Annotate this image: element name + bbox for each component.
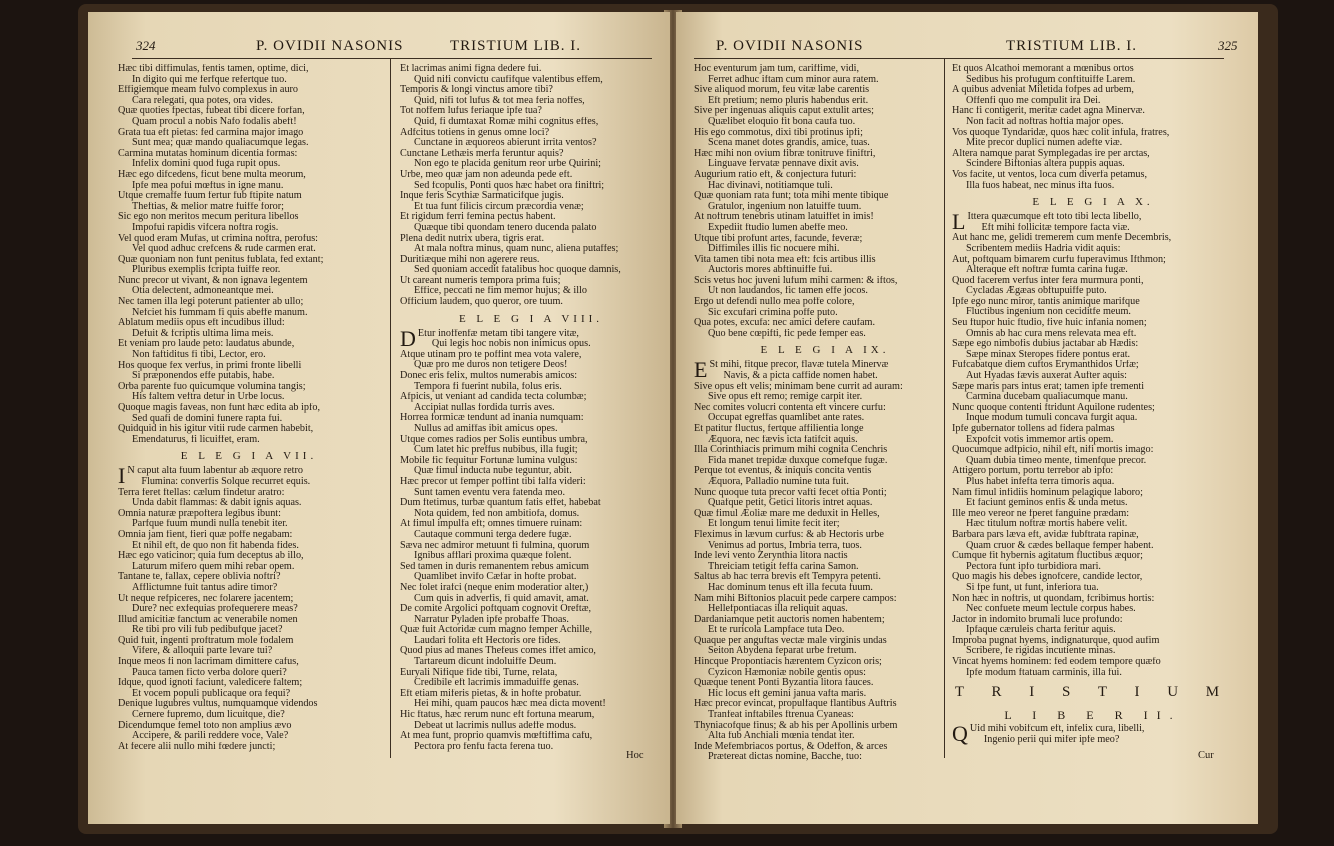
verse-block [952, 209, 1234, 678]
verse-line: Nec confuete meum lectule corpus habes. [966, 604, 1136, 615]
verse-line: Sed quafi de domini funere rapta fui. [132, 413, 283, 424]
verse-line: Quam cruor & cædes bellaque femper habent. [966, 540, 1154, 551]
verse-line: Ipfe mea pofui mœftus in igne manu. [132, 180, 284, 191]
verse-line: Sic excufari crimina poffe puto. [708, 307, 838, 318]
elegy-opening [118, 463, 380, 752]
verse-line: Etur inoffenfæ metam tibi tangere vitæ, [417, 328, 579, 339]
verse-line: Parfque fuum mundi nulla tenebit iter. [132, 519, 288, 530]
verse-line: Accipere, & parili reddere voce, Vale? [132, 731, 289, 742]
verse-line: Hanc fi contigerit, meritæ cadet agna Minervæ. [952, 106, 1145, 117]
verse-line: Accipiat nullas fordida turris aves. [414, 402, 555, 413]
verse-line: Altera namque parat Symplegadas ire per arctas, [952, 148, 1150, 159]
verse-line: N caput alta fuum labentur ab æquore retro [127, 466, 303, 477]
verse-line: Effigiemque meam fulvo complexus in auro [118, 85, 299, 96]
verse-line: Et patitur fluctus, fertque affilientia longe [694, 424, 864, 434]
verse-line: Hos quoque fex verfus, in primi fronte libelli [118, 360, 302, 371]
drop-cap: I [118, 463, 126, 489]
verse-line: Saltus ab hac terra brevis eft Tempyra petenti. [694, 572, 881, 583]
verse-line: Impofui rapidis vifcera noftra rogis. [132, 222, 279, 233]
verse-line: Quidquid in his igitur vitii rude carmen habebit, [118, 424, 314, 435]
verse-line: Scena manet dotes grandis, amice, tuas. [708, 138, 870, 149]
verse-line: Sunt mea; quæ mando qualiacumque legas. [132, 138, 309, 149]
verse-line: Sæpe ego nimbofis dubius jactabar ab Hædis: [952, 339, 1139, 350]
verse-line: De comite Argolici poftquam cognovit Oreftæ, [400, 604, 592, 615]
verse-line: Cumque fit hybernis agitatum fluctibus æquor; [952, 551, 1143, 562]
book-subtitle-liber-ii: L I B E R II. [1004, 708, 1182, 723]
verse-line: At noftrum tenebris utinam latuiffet in imis! [694, 212, 874, 223]
verse-line: At fecere alii nullo mihi fœdere juncti; [118, 741, 276, 752]
verse-line: Quafque petit, Getici litoris intret aquas. [708, 498, 873, 509]
verse-line: Vincat hyems hominem: fed eodem tempore quæfo [952, 657, 1161, 668]
verse-line: Vos quoque Tyndaridæ, quos hæc colit infula, fratres, [952, 127, 1170, 138]
verse-line: Ille meo vereor ne fperet fanguine prædam: [952, 508, 1130, 519]
verse-line: Defuit & fcriptis ultima lima meis. [132, 328, 274, 339]
verse-line: Hellefpontiacas illa reliquit aquas. [708, 604, 848, 615]
verse-line: Nunc quoque contenti ftridunt Aquilone rudentes; [952, 402, 1155, 413]
verse-line: Theftias, & melior matre fuiffe foror; [132, 201, 285, 212]
verse-line: Credibile eft lacrimis immaduiffe genas. [414, 678, 579, 689]
verse-line: Scindere Biftonias altera puppis aquas. [966, 159, 1125, 170]
verse-line: Nunc quoque tuta precor vafti fecet oftia Ponti; [694, 487, 887, 498]
verse-line: Horrea formicæ tendunt ad inania numquam: [400, 413, 584, 424]
drop-cap: L [952, 209, 966, 235]
verse-line: Sed fcopulis, Ponti quos hæc habet ora finiftri; [414, 180, 605, 191]
running-head-left: P. OVIDII NASONIS [256, 38, 404, 54]
verse-line: Ut neque refpiceres, nec folarere jacentem; [118, 593, 294, 604]
verse-line: Eft mihi follicitæ tempore facta viæ. [981, 222, 1130, 233]
verse-line: Quocumque adfpicio, nihil eft, nifi mortis imago: [952, 445, 1154, 456]
verse-line: Nefciet his fummam fi quis abeffe manum. [132, 307, 308, 318]
verse-line: Quæ fuit Actoridæ cum magno femper Achille, [400, 625, 593, 636]
verse-line: Omnia jam fient, fieri quæ poffe negabam: [118, 529, 293, 540]
verse-line: Illa fuos habeat, nec minus ifta fuos. [966, 180, 1115, 191]
book-title-tristium: T R I S T I U M [954, 684, 1232, 701]
verse-line: Non ego te placida genitum reor urbe Quirini; [414, 159, 601, 170]
verse-line: In digito qui me ferfque refertque tuo. [132, 74, 287, 85]
drop-cap: Q [952, 721, 968, 747]
verse-line: Qua potes, excufa: nec amici defere caufam. [694, 318, 876, 329]
verse-line: Nunc precor ut vivant, & non ignava legentem [118, 275, 308, 286]
verse-line: Quoque magis faveas, non funt hæc edita ab ipfo, [118, 403, 320, 413]
verse-line: Afpicis, ut veniant ad candida tecta columbæ; [400, 392, 587, 403]
verse-line: Infelix domini quod fuga rupit opus. [132, 159, 281, 170]
verse-line: Hincque Propontiacis hærentem Cyzicon oris; [694, 657, 882, 668]
page-number: 325 [1218, 38, 1238, 53]
verse-line: Alteraque eft noftræ fumta carina fugæ. [966, 265, 1128, 276]
verse-line: Dardaniamque petit auctoris nomen habentem; [694, 614, 885, 625]
verse-line: Quo magis his debes ignofcere, candide lector, [952, 572, 1143, 583]
verse-line: Occupat egreffas quamlibet ante rates. [708, 413, 865, 424]
verse-line: Expediit ftudio lumen abeffe meo. [708, 222, 848, 233]
verse-line: Et veniam pro laude peto: laudatus abunde, [118, 339, 295, 350]
verse-line: Hac divinavi, notitiamque tuli. [708, 180, 833, 191]
verse-line: Uid mihi vobifcum eft, infelix cura, libelli, [969, 724, 1145, 735]
verse-line: Eft etiam miferis pietas, & in hofte probatur. [400, 688, 582, 699]
verse-line: Sæpe maris pars intus erat; tamen ipfe trementi [952, 381, 1145, 392]
verse-line: Carmina mutatas hominum dicentia formas: [118, 148, 298, 159]
verse-line: Urbe, meo quæ jam non adeunda pede eft. [400, 169, 573, 180]
verse-line: Illud amicitiæ fanctum ac venerabile nomen [118, 614, 298, 625]
verse-line: Re tibi pro vili fub pedibufque jacet? [132, 625, 283, 636]
verse-line: Fida manet trepidæ duxque comefque fugæ. [708, 455, 888, 466]
verse-line: Utque cremaffe fuum fertur fub ftipite natum [118, 191, 302, 202]
verse-line: Jactor in indomito brumali luce profundo: [952, 614, 1123, 625]
verse-line: Nec folet irafci (neque enim moderatior alter,) [400, 582, 589, 593]
verse-line: Temporis & longi vinctus amore tibi? [400, 85, 553, 96]
verse-line: Pauca tamen ficto verba dolore queri? [132, 667, 287, 678]
verse-line: Hic ftatus, hæc rerum nunc eft fortuna mearum, [400, 710, 595, 721]
right-column-2 [952, 64, 1234, 745]
head-rule [694, 58, 1224, 59]
verse-line: Et vocem populi publicaque ora fequi? [132, 688, 291, 699]
verse-line: Gratulor, ingenium non latuiffe tuum. [708, 201, 862, 212]
verse-line: Quam procul a nobis Nafo fodalis abeft! [132, 116, 297, 127]
verse-line: Tartareum dicunt indoluiffe Deum. [414, 657, 557, 668]
verse-line: Sic ego non meritos mecum peritura libellos [118, 212, 299, 223]
verse-line: Scribere, fe rigidas incutiente minas. [966, 646, 1116, 657]
verse-line: St mihi, fitque precor, flavæ tutela Minervæ [709, 360, 889, 371]
verse-line: Ut non laudandos, fic tamen effe jocos. [708, 286, 868, 297]
verse-line: Æquora, Palladio numine tuta fuit. [708, 476, 849, 487]
verse-line: Si fpe funt, ut funt, inferiora tua. [966, 582, 1099, 593]
verse-line: Et lacrimas animi figna dedere fui. [400, 64, 542, 74]
verse-block [118, 64, 380, 445]
verse-line: Cum quis in adverfis, fi quid amavit, amat. [414, 593, 589, 604]
verse-line: Hæc ego vaticinor; quia fum deceptus ab illo, [118, 551, 304, 562]
verse-line: Vel quod eram Mufas, ut crimina noftra, perofus: [118, 233, 319, 244]
verse-line: Quod facerem verfus inter fera murmura ponti, [952, 275, 1144, 286]
verse-line: Hæc ego difcedens, ficut bene multa meorum, [118, 169, 306, 180]
verse-line: Non hæc in noftris, ut quondam, fcribimus hortis: [952, 593, 1155, 604]
verse-line: Prætereat dictas nomine, Bacche, tuo: [708, 752, 862, 763]
left-page [88, 12, 670, 824]
verse-line: Et tua funt filicis circum præcordia venæ; [414, 201, 584, 212]
verse-line: Ergo ut defendi nullo mea poffe colore, [694, 297, 855, 308]
verse-line: Quæ quoniam rata funt; tota mihi mente tibique [694, 191, 889, 202]
heading-elegia-vii: E L E G I A VII. [180, 450, 318, 463]
verse-line: Quæ quoties fpectas, fubeat tibi dicere forfan, [118, 106, 305, 117]
verse-line: Emendaturus, fi licuiffet, eram. [132, 434, 260, 445]
verse-line: Threiciam tetigit feffa carina Samon. [708, 561, 859, 572]
verse-line: Inde levi vento Zerynthia litora nactis [694, 551, 848, 562]
verse-line: Sedibus his profugum conftituiffe Larem. [966, 74, 1136, 85]
verse-line: Navis, & a picta caffide nomen habet. [723, 371, 878, 382]
head-rule [132, 58, 652, 59]
verse-line: Improba pugnat hyems, indignaturque, quod aufim [952, 635, 1160, 646]
verse-line: Vifere, & alloquii parte levare tui? [132, 646, 273, 657]
verse-line: Quælibet eloquio fit bona caufa tuo. [708, 116, 856, 127]
verse-block [952, 721, 1234, 747]
right-column-1 [694, 64, 956, 763]
verse-line: Linguave fervatæ pennave dixit avis. [708, 159, 859, 170]
verse-line: Utque tibi profunt artes, facunde, feveræ; [694, 233, 863, 244]
verse-line: Et faciunt geminos enfis & unda metus. [966, 498, 1128, 509]
verse-line: Ablatum mediis opus eft incudibus illud: [118, 318, 285, 329]
verse-line: Sive opus eft velis; minimam bene currit ad auram: [694, 381, 903, 392]
verse-line: Cum latet hic preffus nubibus, illa fugit; [414, 445, 578, 456]
running-head-left: P. OVIDII NASONIS [716, 38, 864, 54]
verse-line: Hæc precor ut femper poffint tibi falfa videri: [400, 476, 586, 487]
verse-line: At fimul impulfa eft; omnes timuere ruinam: [400, 519, 583, 530]
verse-line: His ego commotus, dixi tibi protinus ipfi; [694, 127, 863, 138]
verse-block [694, 357, 956, 763]
verse-line: Aut Hyadas fævis auxerat Aufter aquis: [966, 371, 1127, 382]
verse-line: Nullus ad amiffas ibit amicus opes. [414, 424, 558, 434]
verse-line: Quid, nifi tot lufus & tot mea feria noffes, [414, 95, 585, 106]
verse-line: Tot noffem lufus feriaque ipfe tua? [400, 106, 542, 117]
verse-line: Inde Mefembriacos portus, & Odeffon, & arces [694, 741, 888, 752]
verse-line: Sæpe minax Steropes fidere pontus erat. [966, 349, 1131, 360]
verse-line: Hæc precor evincat, propulfaque flantibus Auftris [694, 699, 897, 710]
verse-line: Quid nifi convictu caufifque valentibus effem, [414, 74, 603, 85]
verse-line: Omnis ab hac cura mens relevata mea eft. [966, 328, 1137, 339]
verse-line: Pluribus exemplis fcripta fuiffe reor. [132, 265, 281, 276]
verse-line: Dum ftetimus, turbæ quantum fatis effet, habebat [400, 498, 601, 509]
verse-line: Inque meos fi non lacrimam dimittere cafus, [118, 657, 299, 668]
verse-line: Offenfi quo me compulit ira Dei. [966, 95, 1101, 106]
verse-line: Quæ fimul Æoliæ mare me deduxit in Helles, [694, 508, 880, 519]
verse-line: Si præponendos effe putabis, habe. [132, 371, 275, 382]
verse-line: Duritiæque mihi non agerere reus. [400, 254, 540, 265]
verse-line: Sive opus eft remo; remige carpit iter. [708, 392, 863, 403]
verse-line: Non facit ad noftras hoftia major opes. [966, 116, 1124, 127]
verse-line: Denique lugubres vultus, numquamque videndos [118, 699, 318, 710]
running-head-right: TRISTIUM LIB. I. [450, 38, 581, 54]
verse-line: Ittera quæcumque eft toto tibi lecta libello, [967, 212, 1142, 223]
verse-line: Ipfe gubernator tollens ad fidera palmas [952, 424, 1115, 434]
elegy-opening [694, 357, 956, 763]
verse-line: Illa Corinthiacis primum mihi cognita Cenchris [694, 445, 888, 456]
verse-line: Euryali Nifique fide tibi, Turne, relata, [400, 667, 558, 678]
verse-line: Non faftiditus fi tibi, Lector, ero. [132, 350, 266, 361]
verse-block [400, 325, 662, 753]
verse-line: Terra feret ftellas: cælum findetur aratro: [118, 487, 285, 498]
verse-line: Nam fimul infidiis hominum pelagique laboro; [952, 487, 1143, 498]
verse-line: Quæ quoniam non funt penitus fublata, fed extant; [118, 254, 324, 265]
heading-elegia-viii: E L E G I A VIII. [458, 312, 604, 325]
verse-line: Æquora, nec fævis icta fatifcit aquis. [708, 434, 858, 445]
verse-line: Effice, peccati ne fim memor hujus; & illo [414, 286, 587, 297]
verse-line: Atque utinam pro te poffint mea vota valere, [400, 349, 582, 360]
verse-line: Quod pius ad manes Thefeus comes iffet amico, [400, 646, 596, 657]
verse-line: Et nihil eft, de quo non fit habenda fides. [132, 540, 299, 551]
verse-line: Adfcitus totiens in genus omne loci? [400, 127, 550, 138]
verse-line: Augurium ratio eft, & conjectura futuri: [694, 169, 857, 180]
verse-line: Nam mihi Biftonios placuit pede carpere campos: [694, 593, 897, 604]
verse-line: Vel quod adhuc crefcens & rude carmen erat. [132, 244, 316, 255]
verse-line: Qui legis hoc nobis non inimicus opus. [431, 339, 591, 350]
verse-line: Venimus ad portus, Imbria terra, tuos. [708, 540, 862, 551]
verse-line: Hic locus eft gemini janua vafta maris. [708, 688, 867, 699]
verse-line: Pectora funt ipfo turbidiora mari. [966, 561, 1101, 572]
verse-line: Attigero portum, portu terrebor ab ipfo: [952, 466, 1114, 477]
verse-line: Ipfe modum ftatuam carminis, illa fui. [966, 667, 1122, 678]
verse-line: At mea funt, proprio quamvis mœftiffima cafu, [400, 731, 593, 742]
verse-line: Sed quoniam accedit fatalibus hoc quoque damnis, [414, 265, 621, 276]
verse-line: Dicendumque femel toto non amplius ævo [118, 720, 292, 731]
heading-elegia-ix: E L E G I A IX. [760, 344, 890, 357]
verse-line: Expofcit votis immemor artis opem. [966, 434, 1114, 445]
verse-line: Aut, poftquam bimarem curfu fuperavimus Ifthmon; [952, 254, 1166, 265]
verse-line: Barbara pars læva eft, avidæ fubftrata rapinæ, [952, 529, 1139, 540]
verse-line: Cunctane in æquoreos abierunt irrita ventos? [414, 138, 597, 149]
verse-line: Plus habet infefta terra timoris aqua. [966, 476, 1115, 487]
verse-line: Hei mihi, quam paucos hæc mea dicta movent! [414, 699, 606, 710]
verse-line: Ingenio perii qui mifer ipfe meo? [983, 734, 1120, 745]
verse-block [400, 64, 662, 308]
verse-line: Cara relegati, qua potes, ora vides. [132, 95, 273, 106]
verse-line: At mala noftra minus, quam nunc, aliena putaffes; [414, 244, 619, 255]
verse-block [118, 463, 380, 752]
verse-line: Thyniacofque finus; & ab his per Apollinis urbem [694, 720, 898, 731]
verse-line: Nec tamen illa legi poterunt patienter ab ullo; [118, 297, 304, 308]
verse-line: Laturum mifero quem mihi rebar opem. [132, 561, 295, 572]
verse-block [694, 64, 956, 339]
verse-line: Idque, quod ignoti faciunt, valedicere faltem; [118, 678, 303, 689]
verse-line: Alta fub Anchiali mœnia tendat iter. [708, 731, 855, 742]
verse-line: Plena dedit nutrix ubera, tigris erat. [400, 233, 544, 244]
verse-line: Quæ pro me duros non tetigere Deos! [414, 360, 568, 371]
verse-line: Hæc titulum noftræ mortis habere velit. [966, 519, 1128, 530]
verse-line: Omnia naturæ præpoftera legibus ibunt: [118, 508, 281, 519]
verse-line: Sed tamen in duris remanentem rebus amicum [400, 561, 589, 572]
elegy-opening [400, 325, 662, 753]
verse-line: Ferret adhuc iftam cum minor aura ratem. [708, 74, 879, 85]
verse-line: Tempora fi fuerint nubila, folus eris. [414, 381, 562, 392]
verse-line: Quo bene cœpifti, fic pede femper eas. [708, 328, 866, 339]
verse-line: Inque feris Scythiæ Sarmaticifque jugis. [400, 191, 564, 202]
verse-line: Ignibus afflari proxima quæque folent. [414, 551, 572, 562]
verse-line: Fufcabatque diem cuftos Erymanthidos Urfæ; [952, 360, 1139, 371]
verse-line: Grata tua eft pietas: fed carmina major imago [118, 127, 304, 138]
elegy-opening [952, 209, 1234, 678]
verse-line: Unda dabit flammas: & dabit ignis aquas. [132, 498, 302, 509]
verse-line: Mobile fic fequitur Fortunæ lumina vulgus: [400, 455, 578, 466]
verse-line: Hæc mihi non ovium fibræ tonitruve finiftri, [694, 148, 876, 159]
verse-line: Quid fuit, ingenti proftratum mole fodalem [118, 635, 294, 646]
drop-cap: E [694, 357, 708, 383]
verse-line: Quamlibet invifo Cæfar in hofte probat. [414, 572, 577, 583]
verse-line: Et te ruricola Lampface tuta Deo. [708, 625, 845, 636]
verse-line: Quam dubia timeo mente, timenfque precor. [966, 455, 1147, 466]
running-head-right: TRISTIUM LIB. I. [1006, 38, 1137, 54]
verse-line: Hac dominum tenus eft illa fecuta fuum. [708, 582, 873, 593]
verse-line: Orba parente fuo quicumque volumina tangis; [118, 381, 306, 392]
verse-line: Quaque per anguftas vectæ male virginis undas [694, 635, 887, 646]
verse-line: Perque tot eventus, & iniquis concita ventis [694, 466, 872, 477]
drop-cap: D [400, 325, 416, 351]
verse-line: Sive aliquod morum, feu vitæ labe carentis [694, 85, 870, 96]
verse-line: Mite precor duplici numen adefte viæ. [966, 138, 1123, 149]
verse-line: Fluctibus ingenium non ceciditfe meum. [966, 307, 1131, 318]
verse-line: Nec comites volucri contenta eft vincere curfu: [694, 402, 886, 413]
verse-line: Sunt tamen eventu vera fatenda meo. [414, 487, 566, 498]
verse-line: Cunctane Lethæis merfa feruntur aquis? [400, 148, 564, 159]
verse-line: Tranfeat inftabiles ftrenua Cyaneas: [708, 710, 854, 721]
verse-line: Et quos Alcathoi memorant a mœnibus ortos [952, 64, 1134, 74]
left-column-1 [118, 64, 380, 752]
verse-line: Cycladas Ægæas obftupuiffe puto. [966, 286, 1107, 297]
elegy-opening [952, 721, 1234, 747]
catchword: Cur [1198, 750, 1214, 761]
verse-block [952, 64, 1234, 191]
verse-line: Fleximus in lævum curfus: & ab Hectoris urbe [694, 529, 884, 540]
verse-line: Hoc eventurum jam tum, cariffime, vidi, [694, 64, 860, 74]
left-column-2 [400, 64, 662, 752]
verse-line: Vos facite, ut ventos, loca cum diverfa petamus, [952, 169, 1148, 180]
verse-line: Eft pretium; nemo pluris habendus erit. [708, 95, 869, 106]
verse-line: Quæque tibi quondam tenero ducenda palato [414, 222, 597, 233]
verse-line: Cernere fupremo, dum licuitque, die? [132, 710, 285, 721]
verse-line: Pectora pro fenfu facta ferena tuo. [414, 741, 554, 752]
verse-line: Sive per ingenuas aliquis caput extulit artes; [694, 106, 874, 117]
verse-line: Inque modum tumuli concava furgit aqua. [966, 413, 1138, 424]
verse-line: Narratur Pyladen ipfe probaffe Thoas. [414, 614, 569, 625]
verse-line: Scis vetus hoc juveni lufum mihi carmen: & iftos, [694, 275, 898, 286]
verse-line: Donec eris felix, multos numerabis amicos: [400, 371, 578, 382]
verse-line: Dure? nec exfequias profequerere meas? [132, 604, 298, 615]
verse-line: Scribentem mediis Hadria vidit aquis: [966, 243, 1121, 254]
column-rule [390, 58, 391, 758]
verse-line: Aut hanc me, gelidi tremerem cum menfe Decembris, [952, 233, 1172, 244]
verse-line: Hæc tibi diffimulas, fentis tamen, optime, dici, [118, 64, 309, 74]
heading-elegia-x: E L E G I A X. [1032, 196, 1154, 209]
verse-line: Ipfe ego nunc miror, tantis animique marifque [952, 296, 1140, 307]
verse-line: Auctoris mores abftinuiffe fui. [708, 265, 833, 276]
catchword: Hoc [626, 750, 644, 761]
verse-line: Sæva nec admiror metuunt fi fulmina, quorum [400, 540, 590, 551]
verse-line: Laudari folita eft Hectoris ore fides. [414, 635, 561, 646]
verse-line: Cyzicon Hæmoniæ nobile gentis opus: [708, 667, 866, 678]
verse-line: His faltem veftra detur in Urbe locus. [132, 392, 285, 403]
verse-line: Quid, fi dumtaxat Romæ mihi cognitus effes, [414, 116, 599, 127]
verse-line: Carmina ducebam qualiacumque manu. [966, 392, 1128, 403]
verse-line: Ipfaque cæruleis charta feritur aquis. [966, 625, 1116, 636]
verse-line: Afflictumne fuit tantus adire timor? [132, 582, 278, 593]
verse-line: Utque comes radios per Solis euntibus umbra, [400, 434, 588, 445]
verse-line: Quæque tenent Ponti Byzantia litora fauces. [694, 678, 874, 689]
verse-line: Flumina: converfis Solque recurret equis. [141, 476, 311, 487]
verse-line: Tantane te, fallax, cepere oblivia noftri? [118, 572, 281, 583]
right-page [676, 12, 1258, 824]
verse-line: Seiton Abydena feparat urbe fretum. [708, 646, 857, 657]
verse-line: Otia delectent, admoneantque mei. [132, 286, 274, 297]
verse-line: Debeat ut lacrimis nullus adeffe modus. [414, 720, 577, 731]
verse-line: Et longum tenui limite fecit iter; [708, 519, 840, 530]
verse-line: Cautaque communi terga dedere fugæ. [414, 529, 572, 540]
verse-line: Et rigidum ferri femina pectus habent. [400, 212, 556, 223]
verse-line: Officium laudem, quo queror, ore tuum. [400, 297, 563, 308]
verse-line: A quibus adveniat Miletida fofpes ad urbem, [952, 85, 1134, 96]
page-number: 324 [136, 38, 156, 53]
verse-line: Quæ fimul inducta nube teguntur, abit. [414, 466, 572, 477]
verse-line: Vita tamen tibi nota mea eft: fcis artibus illis [694, 254, 876, 265]
verse-line: Nota quidem, fed non ambitiofa, domus. [414, 508, 580, 519]
verse-line: Diffimiles illis fic nocuere mihi. [708, 244, 840, 255]
verse-line: Ut careant numeris tempora prima fuis; [400, 275, 561, 286]
verse-line: Seu ftupor huic ftudio, five huic infania nomen; [952, 318, 1147, 329]
